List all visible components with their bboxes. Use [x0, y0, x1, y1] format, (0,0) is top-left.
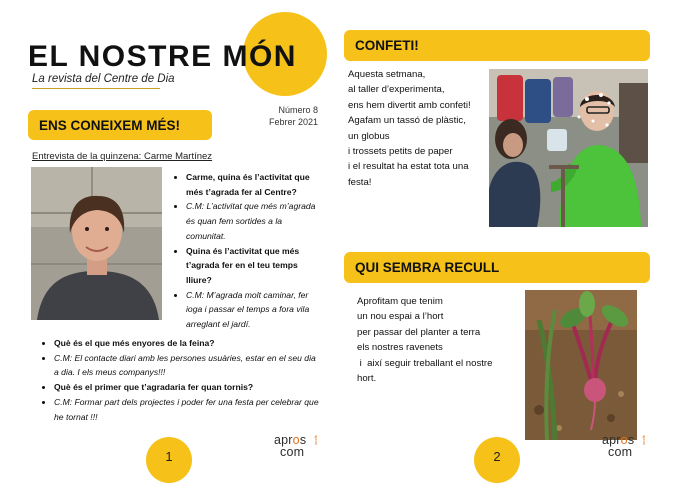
answer-4: • C.M: Formar part dels projectes i poder fer una festa per celebrar que he tornat !!! [54, 395, 322, 424]
apros-logo-left [274, 434, 320, 462]
qa-list-beside-photo [172, 170, 322, 332]
beet-garden-photo [525, 290, 637, 440]
page-number: 2 [493, 448, 501, 464]
page-number-badge-2 [474, 437, 520, 483]
hort-line: els nostres ravenets [357, 342, 443, 354]
logo-tagline: apros [642, 435, 647, 446]
hort-line: i així seguir treballant el nostre [357, 357, 493, 369]
answer-2: • C.M: M’agrada molt caminar, fer ioga i passar el temps a fora vila arreglant el jardí. [186, 288, 322, 332]
hort-line: per passar del planter a terra [357, 326, 481, 338]
confeti-line: Aquesta setmana, [348, 69, 426, 80]
logo-wordmark-line2: com [280, 445, 305, 459]
issue-info [246, 104, 318, 128]
question-4: • Què és el primer que t’agradaria fer quan tornis? [54, 380, 322, 395]
section-banner-qui-sembra [344, 252, 650, 283]
confeti-line: al taller d’experimenta, [348, 84, 445, 96]
magazine-subtitle: La revista del Centre de Dia [32, 73, 175, 85]
interview-heading: Entrevista de la quinzena: Carme Martínez [32, 151, 213, 162]
logo-tagline: apros [314, 435, 319, 446]
issue-number: Número 8 [278, 105, 318, 115]
hort-line: Aprofitam que tenim [357, 296, 443, 307]
question-2: • Quina és l’activitat que més t’agrada fer en el teu temps lliure? [186, 244, 322, 288]
logo-wordmark: apros [602, 433, 635, 447]
subtitle-underline [32, 88, 160, 89]
hort-line: hort. [357, 373, 377, 385]
confeti-line: Agafam un tassó de plàstic, [348, 115, 466, 127]
page-number-badge-1 [146, 437, 192, 483]
confeti-line: i el resultat ha estat tota una [348, 161, 469, 173]
hort-text [357, 294, 492, 386]
issue-date: Febrer 2021 [268, 117, 318, 127]
confeti-line: festa! [348, 176, 372, 188]
answer-3: • C.M: El contacte diari amb les persones usuàries, estar en el seu dia a dia. I els meus companys!!! [54, 351, 322, 380]
qa-list-below [40, 336, 322, 424]
logo-wordmark: apros [274, 433, 307, 447]
magazine-title: EL NOSTRE MÓN [28, 40, 297, 73]
confeti-text [348, 67, 471, 190]
answer-1: • C.M: L’activitat que més m’agrada és quan fem sortides a la comunitat. [186, 199, 322, 243]
hort-line: un nou espai a l’hort [357, 311, 444, 323]
confeti-line: ens hem divertit amb confeti! [348, 99, 471, 111]
section-banner-ens-coneixem [28, 110, 212, 140]
page-number: 1 [165, 448, 173, 464]
confetti-workshop-photo [489, 69, 648, 227]
hort-heading: QUI SEMBRA RECULL [355, 260, 500, 275]
question-1: • Carme, quina és l’activitat que més t’agrada fer al Centre? [186, 170, 322, 199]
question-3: • Què és el que més enyores de la feina? [54, 336, 322, 351]
section-heading: ENS CONEIXEM MÉS! [39, 117, 181, 133]
confeti-heading: CONFETI! [355, 38, 419, 53]
confeti-line: i trossets petits de paper [348, 146, 453, 158]
confeti-line: un globus [348, 130, 390, 142]
apros-logo-right [602, 434, 648, 462]
logo-wordmark-line2: com [608, 445, 633, 459]
section-banner-confeti [344, 30, 650, 61]
interviewee-photo [31, 167, 162, 320]
